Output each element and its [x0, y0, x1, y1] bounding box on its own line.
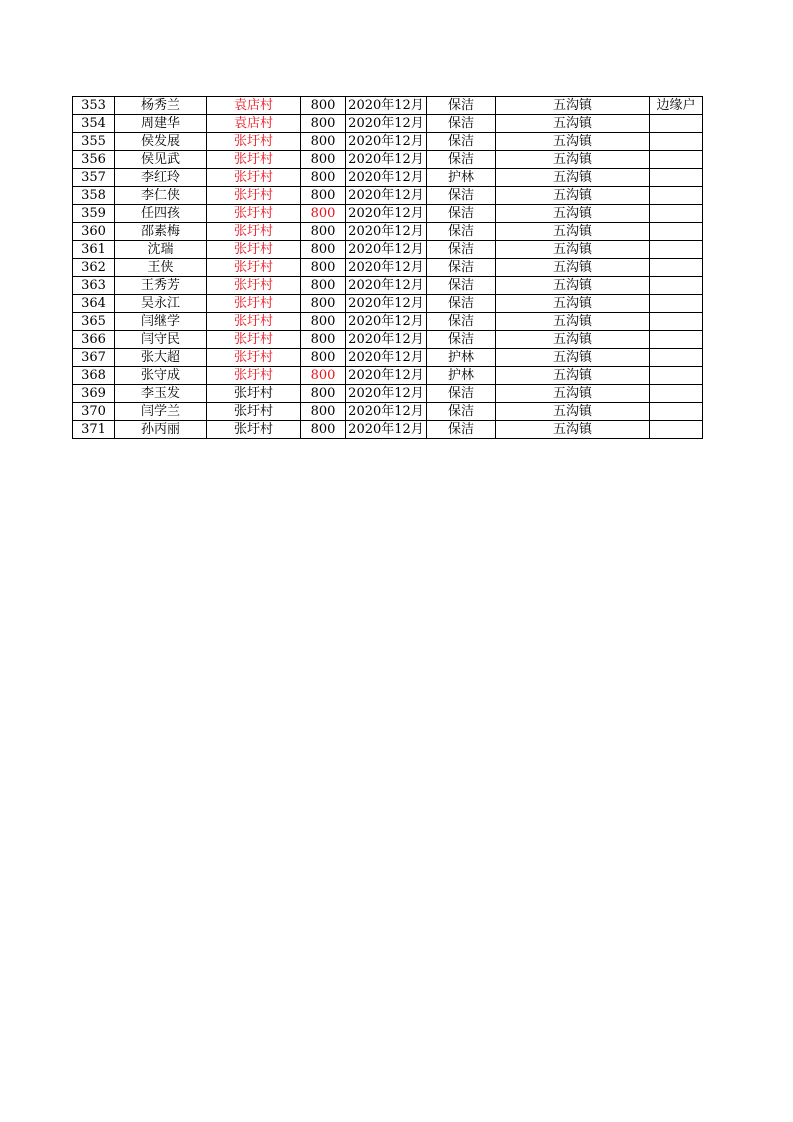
cell-note: [650, 187, 703, 205]
cell-amount: 800: [301, 313, 346, 331]
cell-number: 361: [73, 241, 115, 259]
cell-town: 五沟镇: [496, 115, 650, 133]
cell-name: 张大超: [115, 349, 207, 367]
cell-note: [650, 421, 703, 439]
cell-name: 任四孩: [115, 205, 207, 223]
cell-town: 五沟镇: [496, 385, 650, 403]
table-row: [73, 169, 703, 187]
cell-note: [650, 295, 703, 313]
cell-name: 侯发展: [115, 133, 207, 151]
cell-date: 2020年12月: [346, 385, 427, 403]
table-row: [73, 367, 703, 385]
cell-date: 2020年12月: [346, 241, 427, 259]
cell-name: 周建华: [115, 115, 207, 133]
cell-note: [650, 385, 703, 403]
cell-name: 李玉发: [115, 385, 207, 403]
cell-village: 张圩村: [207, 259, 301, 277]
cell-note: [650, 241, 703, 259]
cell-town: 五沟镇: [496, 421, 650, 439]
table-row: [73, 205, 703, 223]
cell-town: 五沟镇: [496, 169, 650, 187]
cell-amount: 800: [301, 169, 346, 187]
cell-note: [650, 133, 703, 151]
cell-village: 张圩村: [207, 385, 301, 403]
cell-name: 邵素梅: [115, 223, 207, 241]
cell-date: 2020年12月: [346, 403, 427, 421]
cell-date: 2020年12月: [346, 223, 427, 241]
table-row: [73, 385, 703, 403]
cell-number: 367: [73, 349, 115, 367]
cell-number: 366: [73, 331, 115, 349]
cell-date: 2020年12月: [346, 205, 427, 223]
cell-town: 五沟镇: [496, 187, 650, 205]
cell-amount: 800: [301, 385, 346, 403]
cell-date: 2020年12月: [346, 421, 427, 439]
table-row: [73, 241, 703, 259]
table-row: [73, 313, 703, 331]
cell-number: 371: [73, 421, 115, 439]
cell-date: 2020年12月: [346, 97, 427, 115]
cell-village: 张圩村: [207, 367, 301, 385]
cell-work-type: 保洁: [427, 385, 496, 403]
cell-date: 2020年12月: [346, 313, 427, 331]
cell-number: 368: [73, 367, 115, 385]
cell-date: 2020年12月: [346, 187, 427, 205]
cell-number: 360: [73, 223, 115, 241]
cell-number: 356: [73, 151, 115, 169]
cell-number: 359: [73, 205, 115, 223]
cell-village: 张圩村: [207, 349, 301, 367]
cell-note: [650, 313, 703, 331]
cell-amount: 800: [301, 349, 346, 367]
cell-name: 闫守民: [115, 331, 207, 349]
cell-village: 张圩村: [207, 295, 301, 313]
roster-table: [72, 96, 703, 439]
cell-note: [650, 169, 703, 187]
cell-amount: 800: [301, 295, 346, 313]
cell-note: [650, 367, 703, 385]
cell-name: 王秀芳: [115, 277, 207, 295]
cell-work-type: 保洁: [427, 403, 496, 421]
cell-town: 五沟镇: [496, 331, 650, 349]
cell-number: 354: [73, 115, 115, 133]
cell-amount: 800: [301, 151, 346, 169]
cell-village: 张圩村: [207, 223, 301, 241]
table-row: [73, 421, 703, 439]
table-row: [73, 331, 703, 349]
cell-name: 杨秀兰: [115, 97, 207, 115]
cell-name: 闫继学: [115, 313, 207, 331]
cell-amount: 800: [301, 403, 346, 421]
cell-name: 王侠: [115, 259, 207, 277]
cell-work-type: 保洁: [427, 97, 496, 115]
cell-work-type: 保洁: [427, 259, 496, 277]
cell-amount: 800: [301, 115, 346, 133]
table-row: [73, 295, 703, 313]
cell-work-type: 护林: [427, 349, 496, 367]
cell-amount: 800: [301, 187, 346, 205]
cell-work-type: 保洁: [427, 295, 496, 313]
cell-amount: 800: [301, 223, 346, 241]
cell-town: 五沟镇: [496, 97, 650, 115]
cell-village: 张圩村: [207, 403, 301, 421]
cell-work-type: 护林: [427, 367, 496, 385]
cell-amount: 800: [301, 331, 346, 349]
cell-date: 2020年12月: [346, 169, 427, 187]
table-row: [73, 277, 703, 295]
cell-note: [650, 349, 703, 367]
cell-name: 闫学兰: [115, 403, 207, 421]
cell-work-type: 保洁: [427, 331, 496, 349]
cell-note: [650, 151, 703, 169]
cell-note: [650, 115, 703, 133]
cell-work-type: 护林: [427, 169, 496, 187]
cell-amount: 800: [301, 259, 346, 277]
cell-name: 张守成: [115, 367, 207, 385]
table-row: [73, 259, 703, 277]
cell-town: 五沟镇: [496, 403, 650, 421]
cell-town: 五沟镇: [496, 205, 650, 223]
cell-town: 五沟镇: [496, 241, 650, 259]
cell-note: [650, 223, 703, 241]
cell-work-type: 保洁: [427, 313, 496, 331]
cell-note: [650, 277, 703, 295]
cell-work-type: 保洁: [427, 115, 496, 133]
cell-number: 358: [73, 187, 115, 205]
cell-name: 侯见武: [115, 151, 207, 169]
cell-name: 孙丙丽: [115, 421, 207, 439]
cell-number: 365: [73, 313, 115, 331]
table-row: [73, 403, 703, 421]
cell-date: 2020年12月: [346, 133, 427, 151]
cell-town: 五沟镇: [496, 367, 650, 385]
cell-village: 张圩村: [207, 313, 301, 331]
cell-number: 369: [73, 385, 115, 403]
cell-work-type: 保洁: [427, 421, 496, 439]
cell-number: 370: [73, 403, 115, 421]
cell-date: 2020年12月: [346, 349, 427, 367]
cell-village: 张圩村: [207, 151, 301, 169]
cell-date: 2020年12月: [346, 367, 427, 385]
cell-village: 张圩村: [207, 331, 301, 349]
cell-name: 吴永江: [115, 295, 207, 313]
cell-name: 李仁侠: [115, 187, 207, 205]
table-row: [73, 133, 703, 151]
cell-village: 张圩村: [207, 169, 301, 187]
table-row: [73, 97, 703, 115]
cell-number: 363: [73, 277, 115, 295]
cell-work-type: 保洁: [427, 241, 496, 259]
cell-amount: 800: [301, 277, 346, 295]
table-row: [73, 223, 703, 241]
table-row: [73, 349, 703, 367]
cell-village: 张圩村: [207, 241, 301, 259]
cell-work-type: 保洁: [427, 223, 496, 241]
cell-town: 五沟镇: [496, 295, 650, 313]
cell-town: 五沟镇: [496, 223, 650, 241]
cell-note: [650, 205, 703, 223]
cell-number: 355: [73, 133, 115, 151]
cell-work-type: 保洁: [427, 205, 496, 223]
cell-town: 五沟镇: [496, 313, 650, 331]
cell-date: 2020年12月: [346, 115, 427, 133]
cell-number: 364: [73, 295, 115, 313]
table-row: [73, 115, 703, 133]
cell-work-type: 保洁: [427, 133, 496, 151]
cell-number: 353: [73, 97, 115, 115]
cell-amount: 800: [301, 133, 346, 151]
cell-amount: 800: [301, 421, 346, 439]
cell-village: 张圩村: [207, 205, 301, 223]
cell-date: 2020年12月: [346, 151, 427, 169]
cell-note: [650, 259, 703, 277]
cell-number: 362: [73, 259, 115, 277]
cell-town: 五沟镇: [496, 133, 650, 151]
cell-village: 张圩村: [207, 277, 301, 295]
cell-village: 张圩村: [207, 421, 301, 439]
cell-town: 五沟镇: [496, 277, 650, 295]
cell-note: 边缘户: [650, 97, 703, 115]
table-row: [73, 151, 703, 169]
cell-date: 2020年12月: [346, 295, 427, 313]
cell-village: 张圩村: [207, 187, 301, 205]
cell-name: 沈瑞: [115, 241, 207, 259]
cell-village: 袁店村: [207, 97, 301, 115]
cell-amount: 800: [301, 205, 346, 223]
cell-amount: 800: [301, 97, 346, 115]
cell-work-type: 保洁: [427, 187, 496, 205]
cell-date: 2020年12月: [346, 277, 427, 295]
cell-town: 五沟镇: [496, 259, 650, 277]
cell-date: 2020年12月: [346, 259, 427, 277]
cell-amount: 800: [301, 241, 346, 259]
cell-town: 五沟镇: [496, 151, 650, 169]
cell-note: [650, 403, 703, 421]
table-row: [73, 187, 703, 205]
cell-note: [650, 331, 703, 349]
cell-number: 357: [73, 169, 115, 187]
table-body: [73, 97, 703, 439]
cell-town: 五沟镇: [496, 349, 650, 367]
cell-name: 李红玲: [115, 169, 207, 187]
cell-village: 张圩村: [207, 133, 301, 151]
cell-date: 2020年12月: [346, 331, 427, 349]
cell-work-type: 保洁: [427, 151, 496, 169]
cell-village: 袁店村: [207, 115, 301, 133]
cell-work-type: 保洁: [427, 277, 496, 295]
cell-amount: 800: [301, 367, 346, 385]
